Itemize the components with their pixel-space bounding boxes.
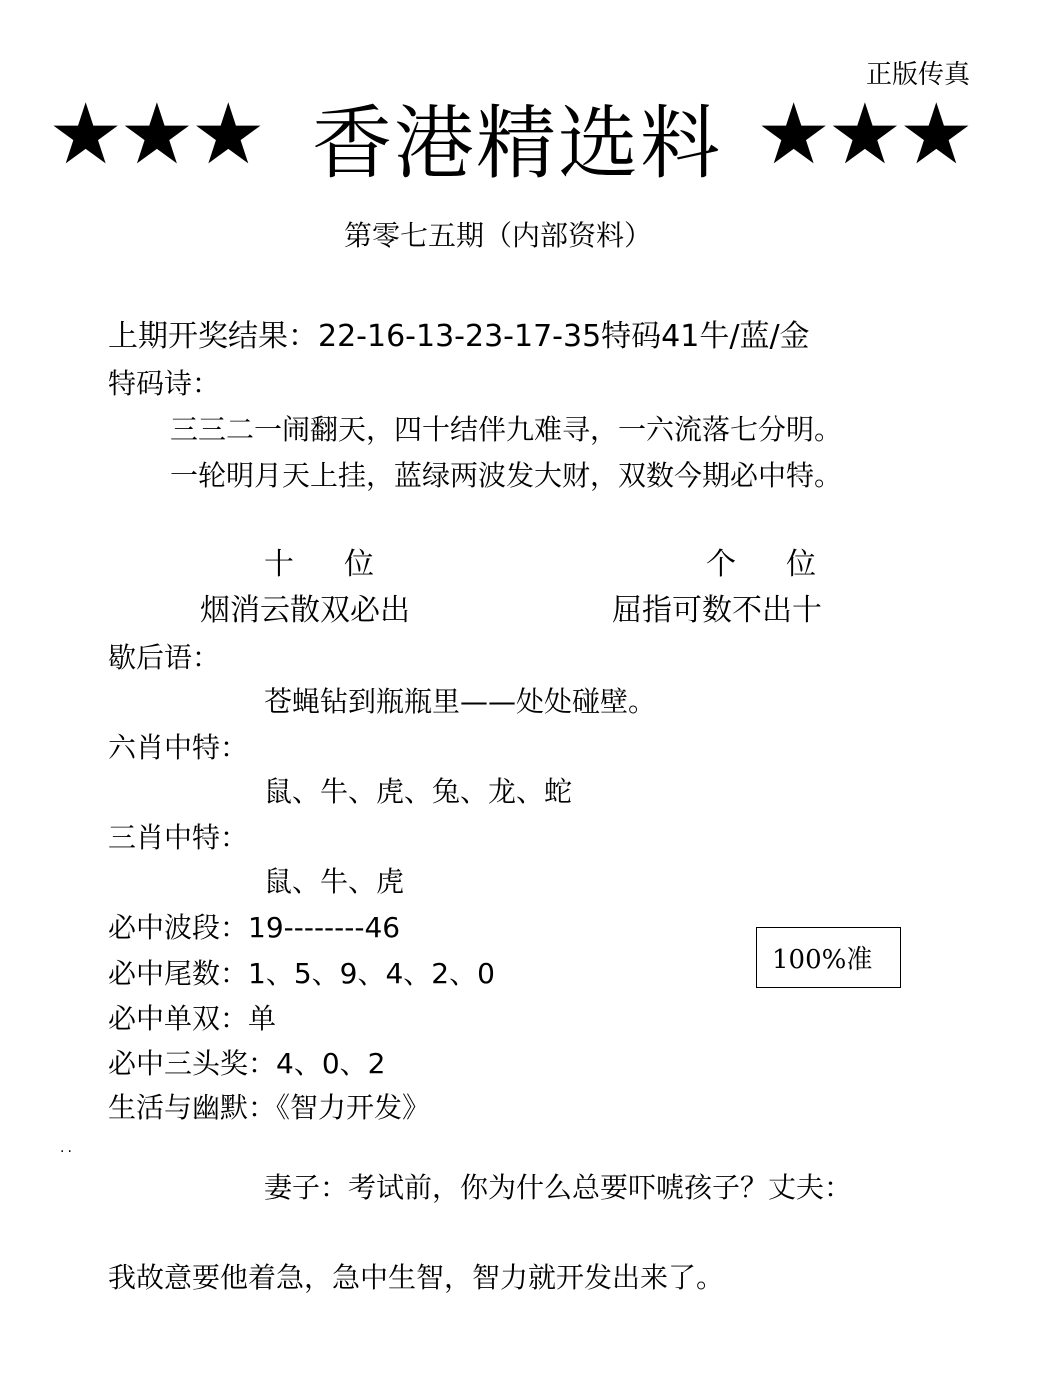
tens-hint: 烟消云散双必出: [200, 593, 410, 628]
ones-label: 个 位: [706, 547, 826, 582]
dots-mark: ..: [60, 1140, 75, 1156]
head-pick: 必中三头奖：4、0、2: [108, 1047, 386, 1080]
poem-line: 一轮明月天上挂，蓝绿两波发大财，双数今期必中特。: [170, 459, 843, 492]
poem-label: 特码诗：: [108, 367, 221, 400]
xiehouyu-text: 苍蝇钻到瓶瓶里——处处碰壁。: [264, 685, 657, 718]
issue-subtitle: 第零七五期（内部资料）: [344, 219, 653, 252]
poem-line: 三三二一闹翻天，四十结伴九难寻，一六流落七分明。: [170, 413, 843, 446]
ones-hint: 屈指可数不出十: [612, 593, 822, 628]
joke-line: 我故意要他着急，急中生智，智力就开发出来了。: [108, 1261, 725, 1294]
odd-even-pick: 必中单双：单: [108, 1002, 277, 1035]
accuracy-badge-text: 100%准: [772, 945, 873, 975]
humor-title: 生活与幽默：《智力开发》: [108, 1091, 431, 1124]
six-zodiac-text: 鼠、牛、虎、兔、龙、蛇: [264, 775, 573, 808]
tens-label: 十 位: [264, 547, 384, 582]
last-result: 上期开奖结果：22-16-13-23-17-35特码41牛/蓝/金: [108, 319, 810, 354]
tail-pick: 必中尾数：1、5、9、4、2、0: [108, 957, 495, 990]
page-title: 香港精选料: [312, 97, 722, 190]
three-zodiac-text: 鼠、牛、虎: [264, 865, 405, 898]
xiehouyu-label: 歇后语：: [108, 641, 221, 674]
accuracy-badge: [756, 927, 901, 988]
three-zodiac-label: 三肖中特：: [108, 821, 249, 854]
six-zodiac-label: 六肖中特：: [108, 731, 249, 764]
stars-right-icon: ★★★: [756, 85, 970, 183]
stars-left-icon: ★★★: [48, 85, 262, 183]
joke-line: 妻子：考试前，你为什么总要吓唬孩子？丈夫：: [264, 1171, 853, 1204]
header-tag: 正版传真: [866, 60, 971, 90]
range-pick: 必中波段：19--------46: [108, 911, 401, 944]
